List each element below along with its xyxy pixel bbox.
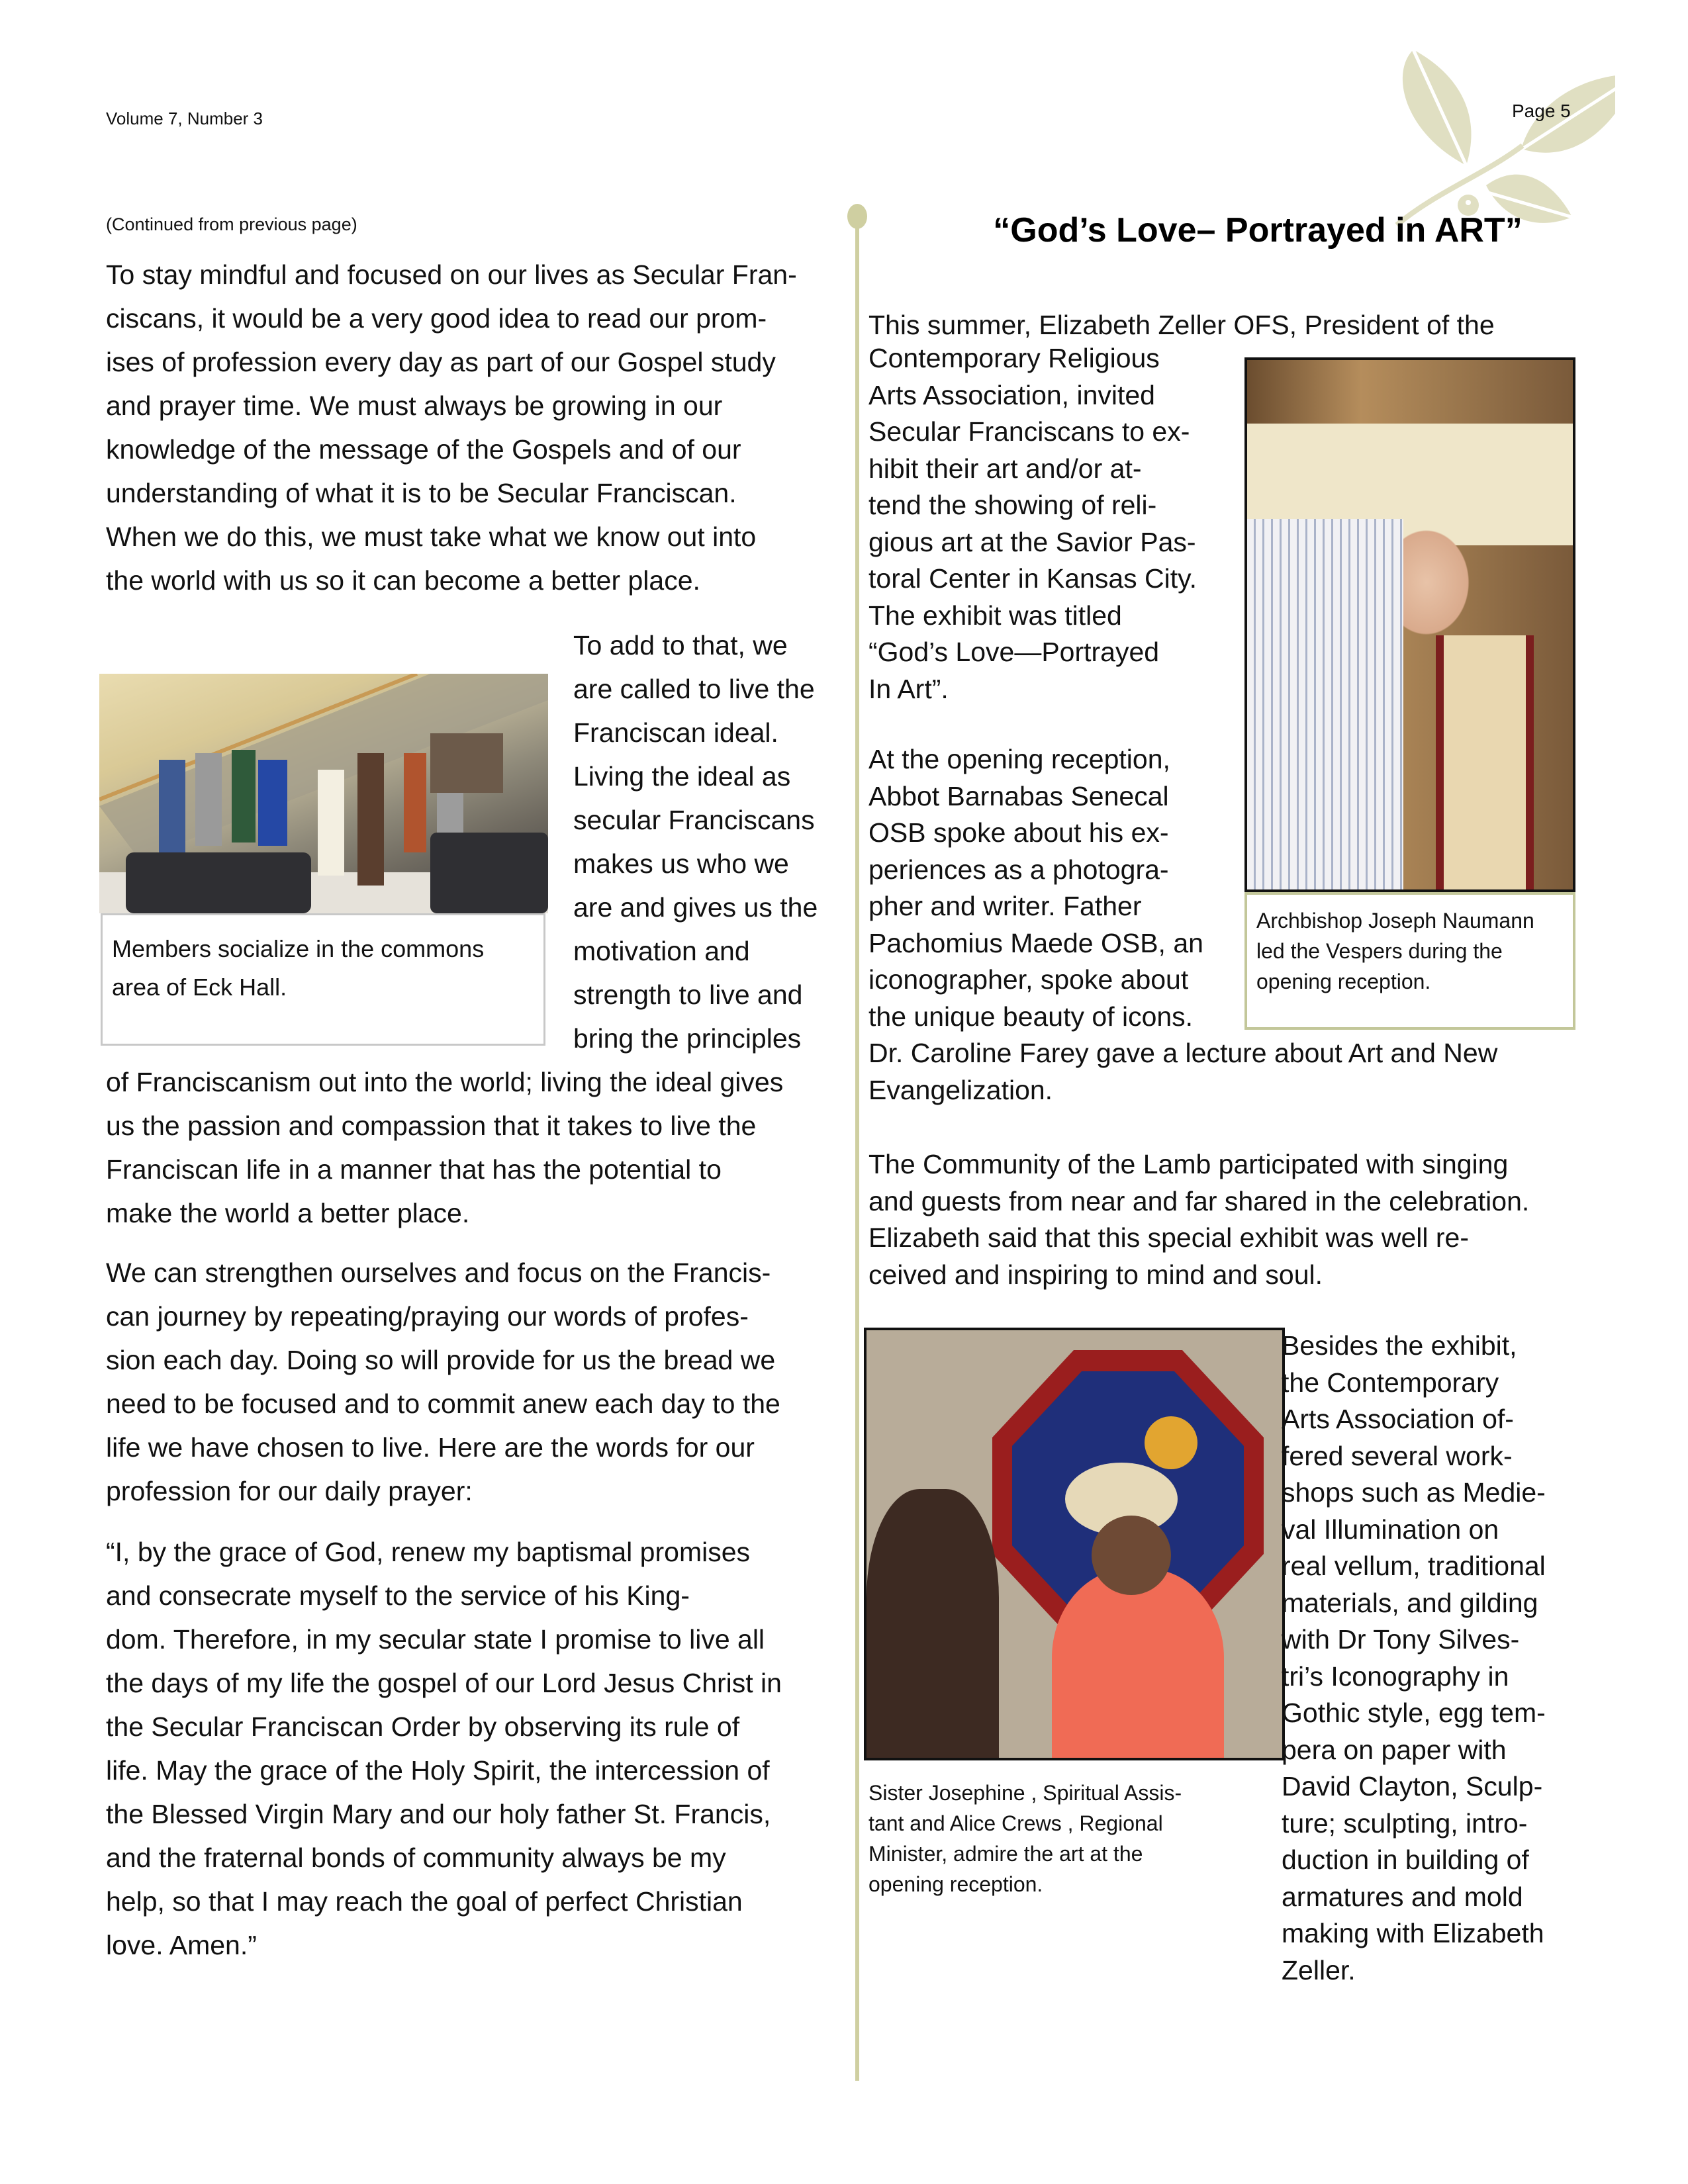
archbishop-photo (1244, 357, 1575, 892)
caption-line: opening reception. (868, 1872, 1043, 1896)
profession-prayer (106, 1530, 834, 1967)
text-line: sion each day. Doing so will provide for us the bread we (106, 1345, 776, 1375)
article-title: “God’s Love– Portrayed in ART” (993, 211, 1523, 250)
text-line: tri’s Iconography in (1282, 1661, 1509, 1692)
text-line: shops such as Medie- (1282, 1477, 1546, 1508)
text-line: Elizabeth said that this special exhibit was well re- (868, 1222, 1469, 1253)
text-line: pera on paper with (1282, 1734, 1507, 1765)
caption-line: Archbishop Joseph Naumann (1256, 909, 1534, 933)
text-line: ceived and inspiring to mind and soul. (868, 1259, 1323, 1290)
text-line: and consecrate myself to the service of his King- (106, 1580, 690, 1611)
photo-detail (1145, 1416, 1197, 1469)
text-line: make the world a better place. (106, 1198, 470, 1228)
text-line: can journey by repeating/praying our words of profes- (106, 1301, 749, 1332)
text-line: Franciscan ideal. (573, 717, 778, 748)
text-line: At the opening reception, (868, 744, 1170, 774)
text-line: Abbot Barnabas Senecal (868, 780, 1169, 811)
text-line: the world with us so it can become a better place. (106, 565, 700, 596)
text-line: David Clayton, Sculp- (1282, 1771, 1543, 1801)
text-line: dom. Therefore, in my secular state I promise to live all (106, 1624, 765, 1655)
text-line: Zeller. (1282, 1954, 1356, 1985)
text-line: Living the ideal as (573, 761, 791, 792)
text-line: life we have chosen to live. Here are the words for our (106, 1432, 755, 1463)
caption-line: opening reception. (1256, 970, 1431, 993)
intro-paragraph (106, 253, 834, 602)
photo-detail (867, 1489, 999, 1760)
text-line: us the passion and compassion that it takes to live the (106, 1111, 757, 1141)
text-line: The Community of the Lamb participated with singing (868, 1149, 1509, 1179)
text-line: OSB spoke about his ex- (868, 817, 1169, 848)
eck-hall-photo (99, 674, 548, 913)
text-line: tend the showing of reli- (868, 490, 1157, 520)
text-line: Contemporary Religious (868, 343, 1160, 373)
caption-line: Sister Josephine , Spiritual Assis- (868, 1781, 1182, 1805)
leaf-branch-icon (1350, 33, 1615, 232)
text-line: “God’s Love—Portrayed (868, 637, 1160, 667)
text-line: pher and writer. Father (868, 891, 1142, 921)
text-line: with Dr Tony Silves- (1282, 1624, 1520, 1655)
text-line: armatures and mold (1282, 1881, 1523, 1912)
photo-detail (1092, 1516, 1171, 1595)
text-line: profession for our daily prayer: (106, 1476, 473, 1506)
text-line: In Art”. (868, 673, 949, 704)
text-line: motivation and (573, 936, 750, 966)
text-line: the days of my life the gospel of our Lord Jesus Christ in (106, 1668, 782, 1698)
text-line: of Franciscanism out into the world; living the ideal gives (106, 1067, 784, 1097)
text-line: toral Center in Kansas City. (868, 563, 1197, 594)
profession-paragraph (106, 1251, 834, 1513)
photo-detail (1052, 1569, 1224, 1760)
continued-note: (Continued from previous page) (106, 214, 357, 234)
caption-line: Minister, admire the art at the (868, 1842, 1143, 1866)
photo-illustration (99, 674, 548, 913)
text-line: secular Franciscans (573, 805, 815, 835)
text-line: knowledge of the message of the Gospels and of our (106, 434, 741, 465)
text-line: Evangelization. (868, 1074, 1053, 1105)
text-line: are and gives us the (573, 892, 818, 923)
wrapped-paragraph (573, 623, 838, 1060)
text-line: life. May the grace of the Holy Spirit, the intercession of (106, 1755, 770, 1786)
text-line: strength to live and (573, 979, 803, 1010)
text-line: the Blessed Virgin Mary and our holy father St. Francis, (106, 1799, 771, 1829)
text-line: need to be focused and to commit anew each day to the (106, 1388, 780, 1419)
text-line: gious art at the Savior Pas- (868, 526, 1196, 557)
text-line: understanding of what it is to be Secular Franciscan. (106, 478, 737, 508)
archbishop-caption (1244, 892, 1575, 1030)
text-line: love. Amen.” (106, 1930, 257, 1960)
lamb-icon-photo (864, 1328, 1285, 1760)
text-line: hibit their art and/or at- (868, 453, 1142, 484)
text-line: This summer, Elizabeth Zeller OFS, President of the (868, 310, 1495, 340)
text-line: and the fraternal bonds of community always be my (106, 1843, 726, 1873)
text-line: Besides the exhibit, (1282, 1330, 1517, 1361)
text-line: ises of profession every day as part of our Gospel study (106, 347, 776, 377)
column-divider (855, 218, 859, 2081)
text-line: fered several work- (1282, 1440, 1513, 1471)
text-line: The exhibit was titled (868, 600, 1122, 631)
workshops-paragraph (1282, 1328, 1593, 1989)
lamb-photo-caption (868, 1778, 1252, 1899)
caption-line: tant and Alice Crews , Regional (868, 1811, 1163, 1835)
text-line: “I, by the grace of God, renew my baptismal promises (106, 1537, 751, 1567)
volume-number: Volume 7, Number 3 (106, 109, 263, 128)
text-line: When we do this, we must take what we know out into (106, 522, 757, 552)
eck-hall-caption (101, 913, 545, 1046)
caption-line: area of Eck Hall. (112, 974, 287, 1001)
text-line: are called to live the (573, 674, 815, 704)
text-line: We can strengthen ourselves and focus on the Francis- (106, 1257, 771, 1288)
text-line: duction in building of (1282, 1844, 1529, 1875)
article-paragraph-2 (868, 741, 1239, 1035)
caption-line: Members socialize in the commons (112, 935, 485, 962)
text-line: real vellum, traditional (1282, 1551, 1546, 1581)
text-line: Dr. Caroline Farey gave a lecture about Art and New (868, 1038, 1498, 1068)
article-paragraph-4 (868, 1146, 1610, 1293)
photo-detail (1436, 635, 1534, 889)
text-line: Pachomius Maede OSB, an (868, 927, 1203, 958)
text-line: help, so that I may reach the goal of perfect Christian (106, 1886, 743, 1917)
page-number: Page 5 (1512, 101, 1571, 121)
text-line: and prayer time. We must always be growing in our (106, 390, 723, 421)
text-line: making with Elizabeth (1282, 1918, 1544, 1948)
text-line: Franciscan life in a manner that has the potential to (106, 1154, 722, 1185)
text-line: and guests from near and far shared in the celebration. (868, 1185, 1530, 1216)
text-line: To stay mindful and focused on our lives as Secular Fran- (106, 259, 797, 290)
text-line: ciscans, it would be a very good idea to read our prom- (106, 303, 767, 334)
caption-line: led the Vespers during the (1256, 939, 1503, 963)
text-line: val Illumination on (1282, 1514, 1499, 1545)
text-line: the Contemporary (1282, 1367, 1499, 1398)
text-line: the unique beauty of icons. (868, 1001, 1194, 1032)
text-line: Arts Association of- (1282, 1404, 1514, 1434)
photo-detail (1247, 519, 1403, 889)
article-paragraph-3 (868, 1035, 1597, 1109)
text-line: the Secular Franciscan Order by observing its rule of (106, 1711, 740, 1742)
text-line: materials, and gilding (1282, 1587, 1538, 1618)
text-line: To add to that, we (573, 630, 788, 660)
text-line: Gothic style, egg tem- (1282, 1698, 1546, 1728)
text-line: ture; sculpting, intro- (1282, 1807, 1528, 1839)
text-line: Arts Association, invited (868, 379, 1155, 410)
text-line: makes us who we (573, 848, 789, 879)
text-line: periences as a photogra- (868, 854, 1169, 885)
text-line: iconographer, spoke about (868, 964, 1189, 995)
text-line: bring the principles (573, 1023, 802, 1054)
continued-paragraph (106, 1060, 834, 1235)
article-paragraph-1 (868, 340, 1239, 707)
text-line: Secular Franciscans to ex- (868, 416, 1190, 447)
